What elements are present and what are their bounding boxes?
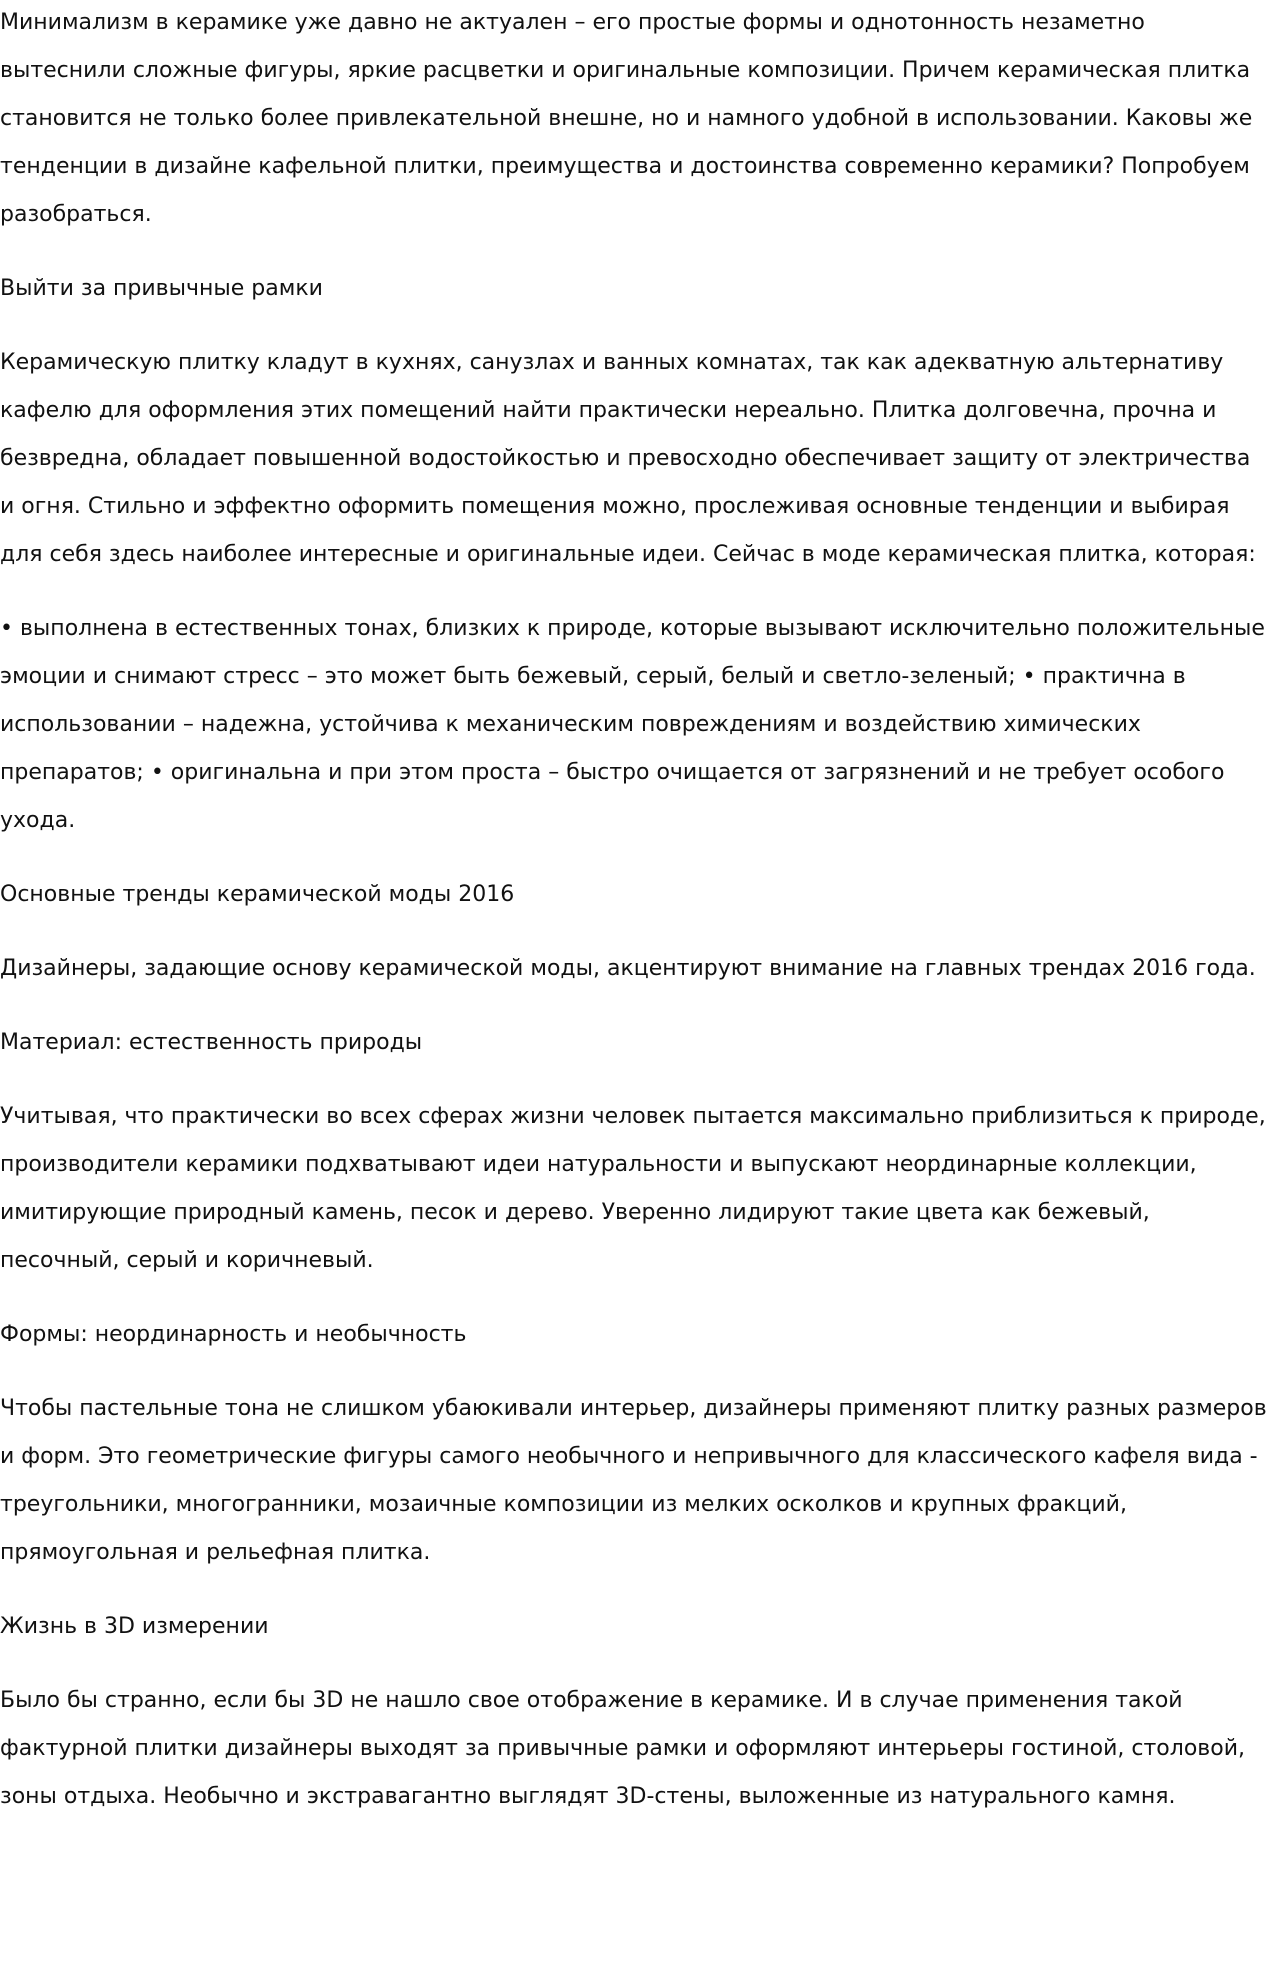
paragraph-3d: Было бы странно, если бы 3D не нашло свое отображение в керамике. И в случае применения такой фактурной плитки дизайнеры выходят за привычные рамки и оформляют интерьеры гостиной, столовой, зоны отдыха. Необычно и экстравагантно выглядят 3D-стены, выложенные из натурального камня.	[0, 1688, 1246, 1809]
section-heading-trends: Основные тренды керамической моды 2016	[0, 882, 515, 907]
section-heading-material: Материал: естественность природы	[0, 1030, 423, 1055]
paragraph-material: Учитывая, что практически во всех сферах жизни человек пытается максимально приблизиться к природе, производители керамики подхватывают идеи натуральности и выпускают неординарные коллекции, имитирующие природный камень, песок и дерево. Уверенно лидируют такие цвета как бежевый, песочный, серый и коричневый.	[0, 1104, 1266, 1273]
paragraph-forms: Чтобы пастельные тона не слишком убаюкивали интерьер, дизайнеры применяют плитку разных размеров и форм. Это геометрические фигуры самого необычного и непривычного для классического кафеля вида - треугольники, многогранники, мозаичные композиции из мелких осколков и крупных фракций, прямоугольная и рельефная плитка.	[0, 1396, 1267, 1565]
section-heading-forms: Формы: неординарность и необычность	[0, 1322, 467, 1347]
section-heading-3d: Жизнь в 3D измерении	[0, 1614, 269, 1639]
paragraph-tile-features: • выполнена в естественных тонах, близких к природе, которые вызывают исключительно положительные эмоции и снимают стресс – это может быть бежевый, серый, белый и светло-зеленый; • практична в использовании – надежна, устойчива к механическим повреждениям и воздействию химических препаратов; • оригинальна и при этом проста – быстро очищается от загрязнений и не требует особого ухода.	[0, 616, 1265, 833]
paragraph-designers: Дизайнеры, задающие основу керамической моды, акцентируют внимание на главных трендах 2016 года.	[0, 956, 1256, 981]
section-heading-frames: Выйти за привычные рамки	[0, 276, 323, 301]
paragraph-tile-usage: Керамическую плитку кладут в кухнях, санузлах и ванных комнатах, так как адекватную альтернативу кафелю для оформления этих помещений найти практически нереально. Плитка долговечна, прочна и безвредна, обладает повышенной водостойкостью и превосходно обеспечивает защиту от электричества и огня. Стильно и эффектно оформить помещения можно, прослеживая основные тенденции и выбирая для себя здесь наиболее интересные и оригинальные идеи. Сейчас в моде керамическая плитка, которая:	[0, 350, 1256, 567]
intro-paragraph: Минимализм в керамике уже давно не актуален – его простые формы и однотонность незаметно вытеснили сложные фигуры, яркие расцветки и оригинальные композиции. Причем керамическая плитка становится не только более привлекательной внешне, но и намного удобной в использовании. Каковы же тенденции в дизайне кафельной плитки, преимущества и достоинства современно керамики? Попробуем разобраться.	[0, 10, 1253, 227]
